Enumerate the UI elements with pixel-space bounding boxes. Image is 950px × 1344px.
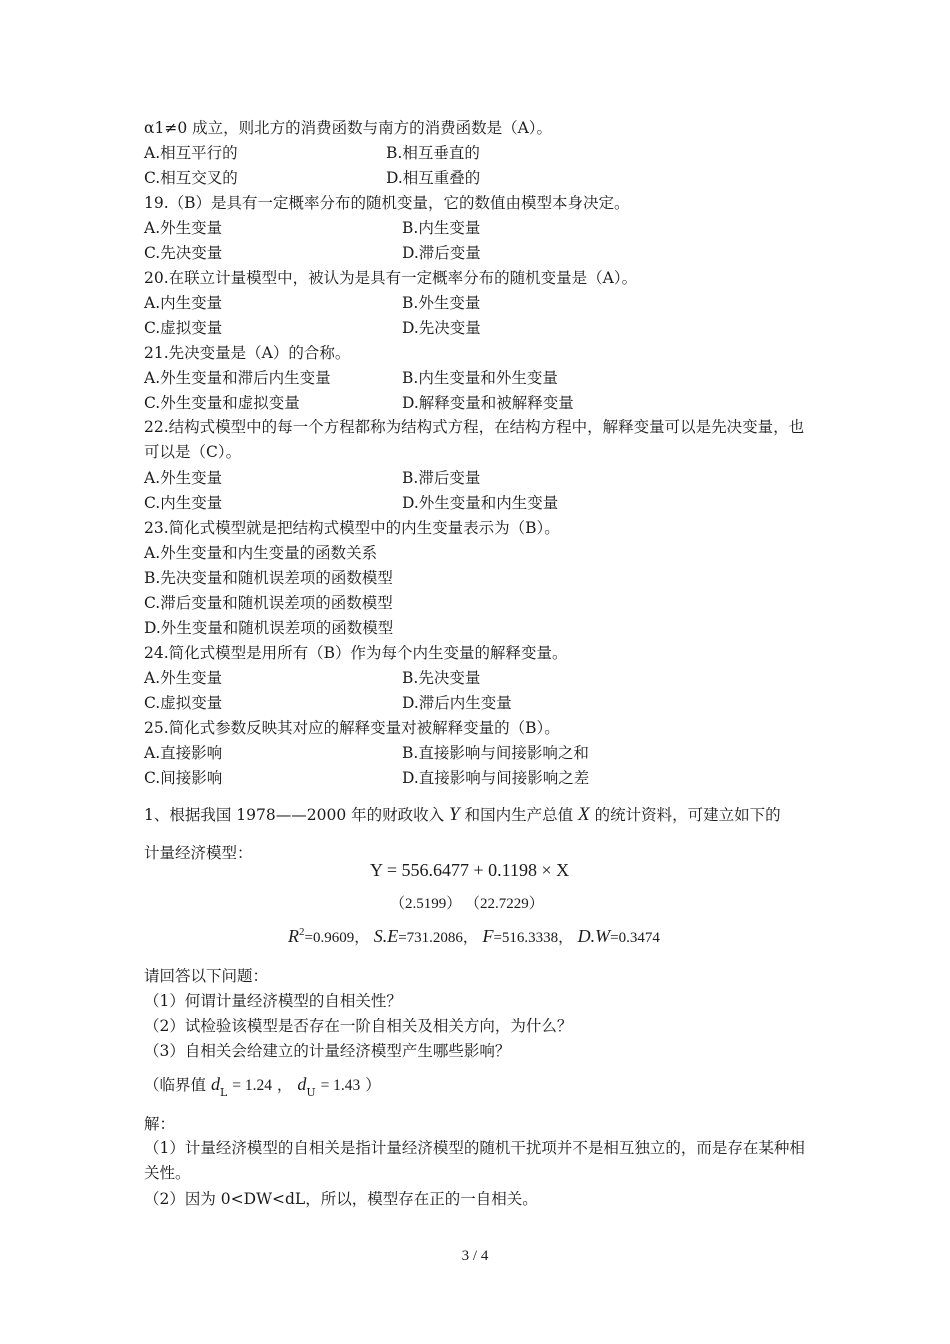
solution-label: 解： — [144, 1115, 176, 1133]
q24-option-c: C.虚拟变量 — [144, 694, 223, 712]
q21-stem: 21.先决变量是（A）的合称。 — [144, 344, 351, 362]
q23-option-a: A.外生变量和内生变量的函数关系 — [144, 544, 378, 562]
q23-option-d: D.外生变量和随机误差项的函数模型 — [144, 619, 394, 637]
r2-superscript: 2 — [299, 926, 305, 938]
dw-value: =0.3474 — [610, 930, 660, 946]
q22-option-b: B.滞后变量 — [402, 469, 481, 487]
q24-option-a: A.外生变量 — [144, 669, 223, 687]
se-value: =731.2086， — [398, 930, 478, 946]
q24-option-d: D.滞后内生变量 — [402, 694, 512, 712]
se-label: S.E — [373, 926, 399, 946]
du-value: = 1.43 — [320, 1077, 361, 1094]
model-statistics — [288, 926, 660, 947]
q19-option-a: A.外生变量 — [144, 219, 223, 237]
q25-stem: 25.简化式参数反映其对应的解释变量对被解释变量的（B）。 — [144, 719, 560, 737]
variable-x: X — [578, 804, 590, 825]
t-statistics: （2.5199） （22.7229） — [390, 896, 544, 912]
sub-question-2: （2）试检验该模型是否存在一阶自相关及相关方向，为什么？ — [144, 1017, 573, 1035]
critical-values-prefix: （临界值 — [144, 1076, 207, 1094]
q25-option-d: D.直接影响与间接影响之差 — [402, 769, 590, 787]
problem-intro — [144, 805, 781, 825]
q22-option-c: C.内生变量 — [144, 494, 223, 512]
f-value: =516.3338， — [493, 930, 574, 946]
dl-value: = 1.24 — [232, 1077, 272, 1094]
q20-option-a: A.内生变量 — [144, 294, 223, 312]
q19-option-d: D.滞后变量 — [402, 244, 481, 262]
du-symbol: d — [297, 1074, 307, 1094]
dl-symbol: d — [210, 1074, 220, 1094]
q19-stem: 19.（B）是具有一定概率分布的随机变量，它的数值由模型本身决定。 — [144, 194, 630, 212]
q18-option-c: C.相互交叉的 — [144, 169, 238, 187]
critical-values-suffix: ） — [365, 1076, 381, 1094]
q20-option-d: D.先决变量 — [402, 319, 481, 337]
regression-equation: Y = 556.6477 + 0.1198 × X — [370, 860, 570, 880]
sub-question-1: （1）何谓计量经济模型的自相关性？ — [144, 992, 402, 1010]
q23-option-c: C.滞后变量和随机误差项的函数模型 — [144, 594, 393, 612]
q21-option-c: C.外生变量和虚拟变量 — [144, 394, 300, 412]
q22-stem: 22.结构式模型中的每一个方程都称为结构式方程，在结构方程中，解释变量可以是先决变量，也可以是（C）。 — [144, 418, 805, 461]
q18-option-d: D.相互重叠的 — [386, 169, 481, 187]
answer-prompt: 请回答以下问题： — [144, 967, 269, 985]
q21-option-a: A.外生变量和滞后内生变量 — [144, 369, 331, 387]
q18-option-a: A.相互平行的 — [144, 144, 238, 162]
q20-option-b: B.外生变量 — [402, 294, 481, 312]
q18-option-b: B.相互垂直的 — [386, 144, 480, 162]
critical-values — [144, 1074, 381, 1097]
variable-y: Y — [449, 804, 460, 825]
q18-tail: α1≠0 成立，则北方的消费函数与南方的消费函数是（A）。 — [144, 119, 553, 137]
problem-intro-part2: 和国内生产总值 — [464, 806, 574, 824]
sub-question-3: （3）自相关会给建立的计量经济模型产生哪些影响？ — [144, 1042, 511, 1060]
q20-option-c: C.虚拟变量 — [144, 319, 223, 337]
q21-option-d: D.解释变量和被解释变量 — [402, 394, 574, 412]
q19-option-c: C.先决变量 — [144, 244, 223, 262]
r2-label: R — [288, 926, 299, 946]
problem-intro-part1: 1、根据我国 1978——2000 年的财政收入 — [144, 806, 445, 824]
problem-intro-line2: 计量经济模型： — [144, 844, 253, 862]
problem-intro-part3: 的统计资料，可建立如下的 — [594, 806, 781, 824]
q23-stem: 23.简化式模型就是把结构式模型中的内生变量表示为（B）。 — [144, 519, 560, 537]
dw-label: D.W — [577, 926, 611, 946]
q21-option-b: B.内生变量和外生变量 — [402, 369, 558, 387]
r2-value: =0.9609， — [304, 930, 370, 946]
dl-subscript: L — [219, 1086, 228, 1099]
q22-option-d: D.外生变量和内生变量 — [402, 494, 559, 512]
answer-1: （1）计量经济模型的自相关是指计量经济模型的随机干扰项并不是相互独立的，而是存在某种相关性。 — [144, 1139, 805, 1182]
critical-values-separator: ， — [276, 1076, 293, 1094]
du-subscript: U — [306, 1086, 316, 1099]
q25-option-c: C.间接影响 — [144, 769, 223, 787]
q22-option-a: A.外生变量 — [144, 469, 223, 487]
q24-option-b: B.先决变量 — [402, 669, 481, 687]
q23-option-b: B.先决变量和随机误差项的函数模型 — [144, 569, 393, 587]
q25-option-a: A.直接影响 — [144, 744, 223, 762]
f-label: F — [482, 926, 494, 946]
q19-option-b: B.内生变量 — [402, 219, 481, 237]
q24-stem: 24.简化式模型是用所有（B）作为每个内生变量的解释变量。 — [144, 644, 568, 662]
q20-stem: 20.在联立计量模型中，被认为是具有一定概率分布的随机变量是（A）。 — [144, 269, 638, 287]
answer-2: （2）因为 0<DW<dL，所以，模型存在正的一自相关。 — [144, 1190, 538, 1208]
page-number: 3 / 4 — [461, 1248, 489, 1264]
q25-option-b: B.直接影响与间接影响之和 — [402, 744, 589, 762]
